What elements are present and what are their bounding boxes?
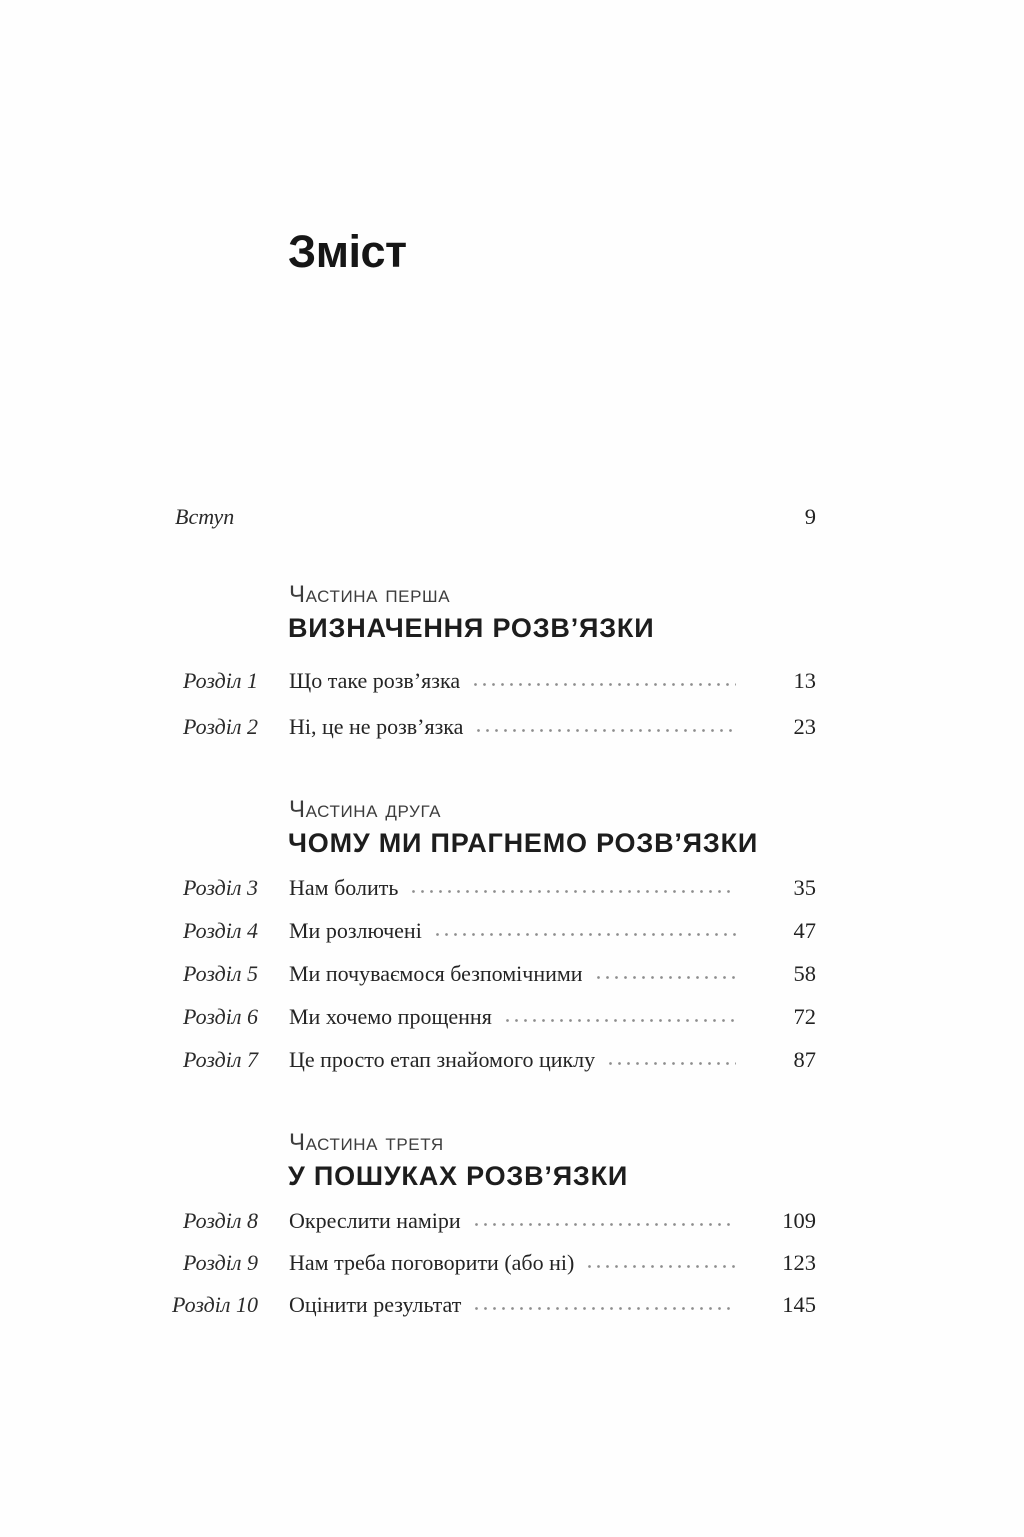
page-number: 87: [793, 1047, 816, 1072]
chapter-label: Розділ 8: [183, 1208, 258, 1233]
page-number: 123: [782, 1250, 816, 1275]
chapter-label: Розділ 3: [183, 875, 258, 900]
dot-leader: [503, 1004, 736, 1030]
dot-leader: [585, 1250, 736, 1276]
part-3-title: У ПОШУКАХ РОЗВ’ЯЗКИ: [288, 1161, 629, 1191]
chapter-label: Розділ 10: [172, 1292, 258, 1317]
toc-row-chapter-7: [0, 1037, 816, 1083]
dot-leader: [594, 961, 736, 987]
chapter-title: Ні, це не розв’язка: [289, 714, 464, 739]
page-number: 109: [782, 1208, 816, 1233]
page-title: Зміст: [288, 226, 407, 278]
page-number: 35: [793, 875, 816, 900]
chapter-title: Що таке розв’язка: [289, 668, 461, 693]
chapter-label: Розділ 2: [183, 714, 258, 739]
chapter-label: Розділ 5: [183, 961, 258, 986]
toc-row-chapter-8: [0, 1198, 816, 1244]
part-1-kicker: Частина перша: [289, 581, 451, 608]
chapter-title: Оцінити результат: [289, 1292, 462, 1317]
dot-leader: [472, 1292, 736, 1318]
page-number: 145: [782, 1292, 816, 1317]
intro-label: Вступ: [175, 504, 235, 529]
chapter-label: Розділ 6: [183, 1004, 258, 1029]
part-2-title: ЧОМУ МИ ПРАГНЕМО РОЗВ’ЯЗКИ: [288, 828, 759, 858]
chapter-title: Нам треба поговорити (або ні): [289, 1250, 575, 1275]
page-number: 58: [793, 961, 816, 986]
toc-row-chapter-9: [0, 1240, 816, 1286]
part-2-kicker: Частина друга: [289, 796, 442, 823]
part-3-kicker: Частина третя: [289, 1129, 444, 1156]
dot-leader: [474, 714, 736, 740]
dot-leader: [471, 668, 736, 694]
toc-row-chapter-10: [0, 1282, 816, 1328]
chapter-title: Ми почуваємося безпомічними: [289, 961, 583, 986]
page-number: 23: [793, 714, 816, 739]
toc-row-chapter-1: [0, 658, 816, 704]
page-number: 9: [804, 504, 816, 529]
dot-leader: [472, 1208, 736, 1234]
chapter-title: Ми розлючені: [289, 918, 422, 943]
chapter-label: Розділ 1: [183, 668, 258, 693]
toc-row-chapter-5: [0, 951, 816, 997]
chapter-label: Розділ 7: [183, 1047, 258, 1072]
dot-leader: [606, 1047, 736, 1073]
toc-row-chapter-4: [0, 908, 816, 954]
chapter-title: Ми хочемо прощення: [289, 1004, 492, 1029]
page-number: 47: [793, 918, 816, 943]
dot-leader: [409, 875, 736, 901]
chapter-label: Розділ 4: [183, 918, 258, 943]
toc-row-chapter-3: [0, 865, 816, 911]
page-number: 72: [793, 1004, 816, 1029]
chapter-label: Розділ 9: [183, 1250, 258, 1275]
toc-row-intro: [0, 494, 816, 540]
dot-leader: [433, 918, 736, 944]
page-number: 13: [793, 668, 816, 693]
toc-row-chapter-6: [0, 994, 816, 1040]
part-1-title: ВИЗНАЧЕННЯ РОЗВ’ЯЗКИ: [288, 613, 655, 643]
chapter-title: Це просто етап знайомого циклу: [289, 1047, 596, 1072]
chapter-title: Окреслити наміри: [289, 1208, 461, 1233]
toc-row-chapter-2: [0, 704, 816, 750]
chapter-title: Нам болить: [289, 875, 399, 900]
